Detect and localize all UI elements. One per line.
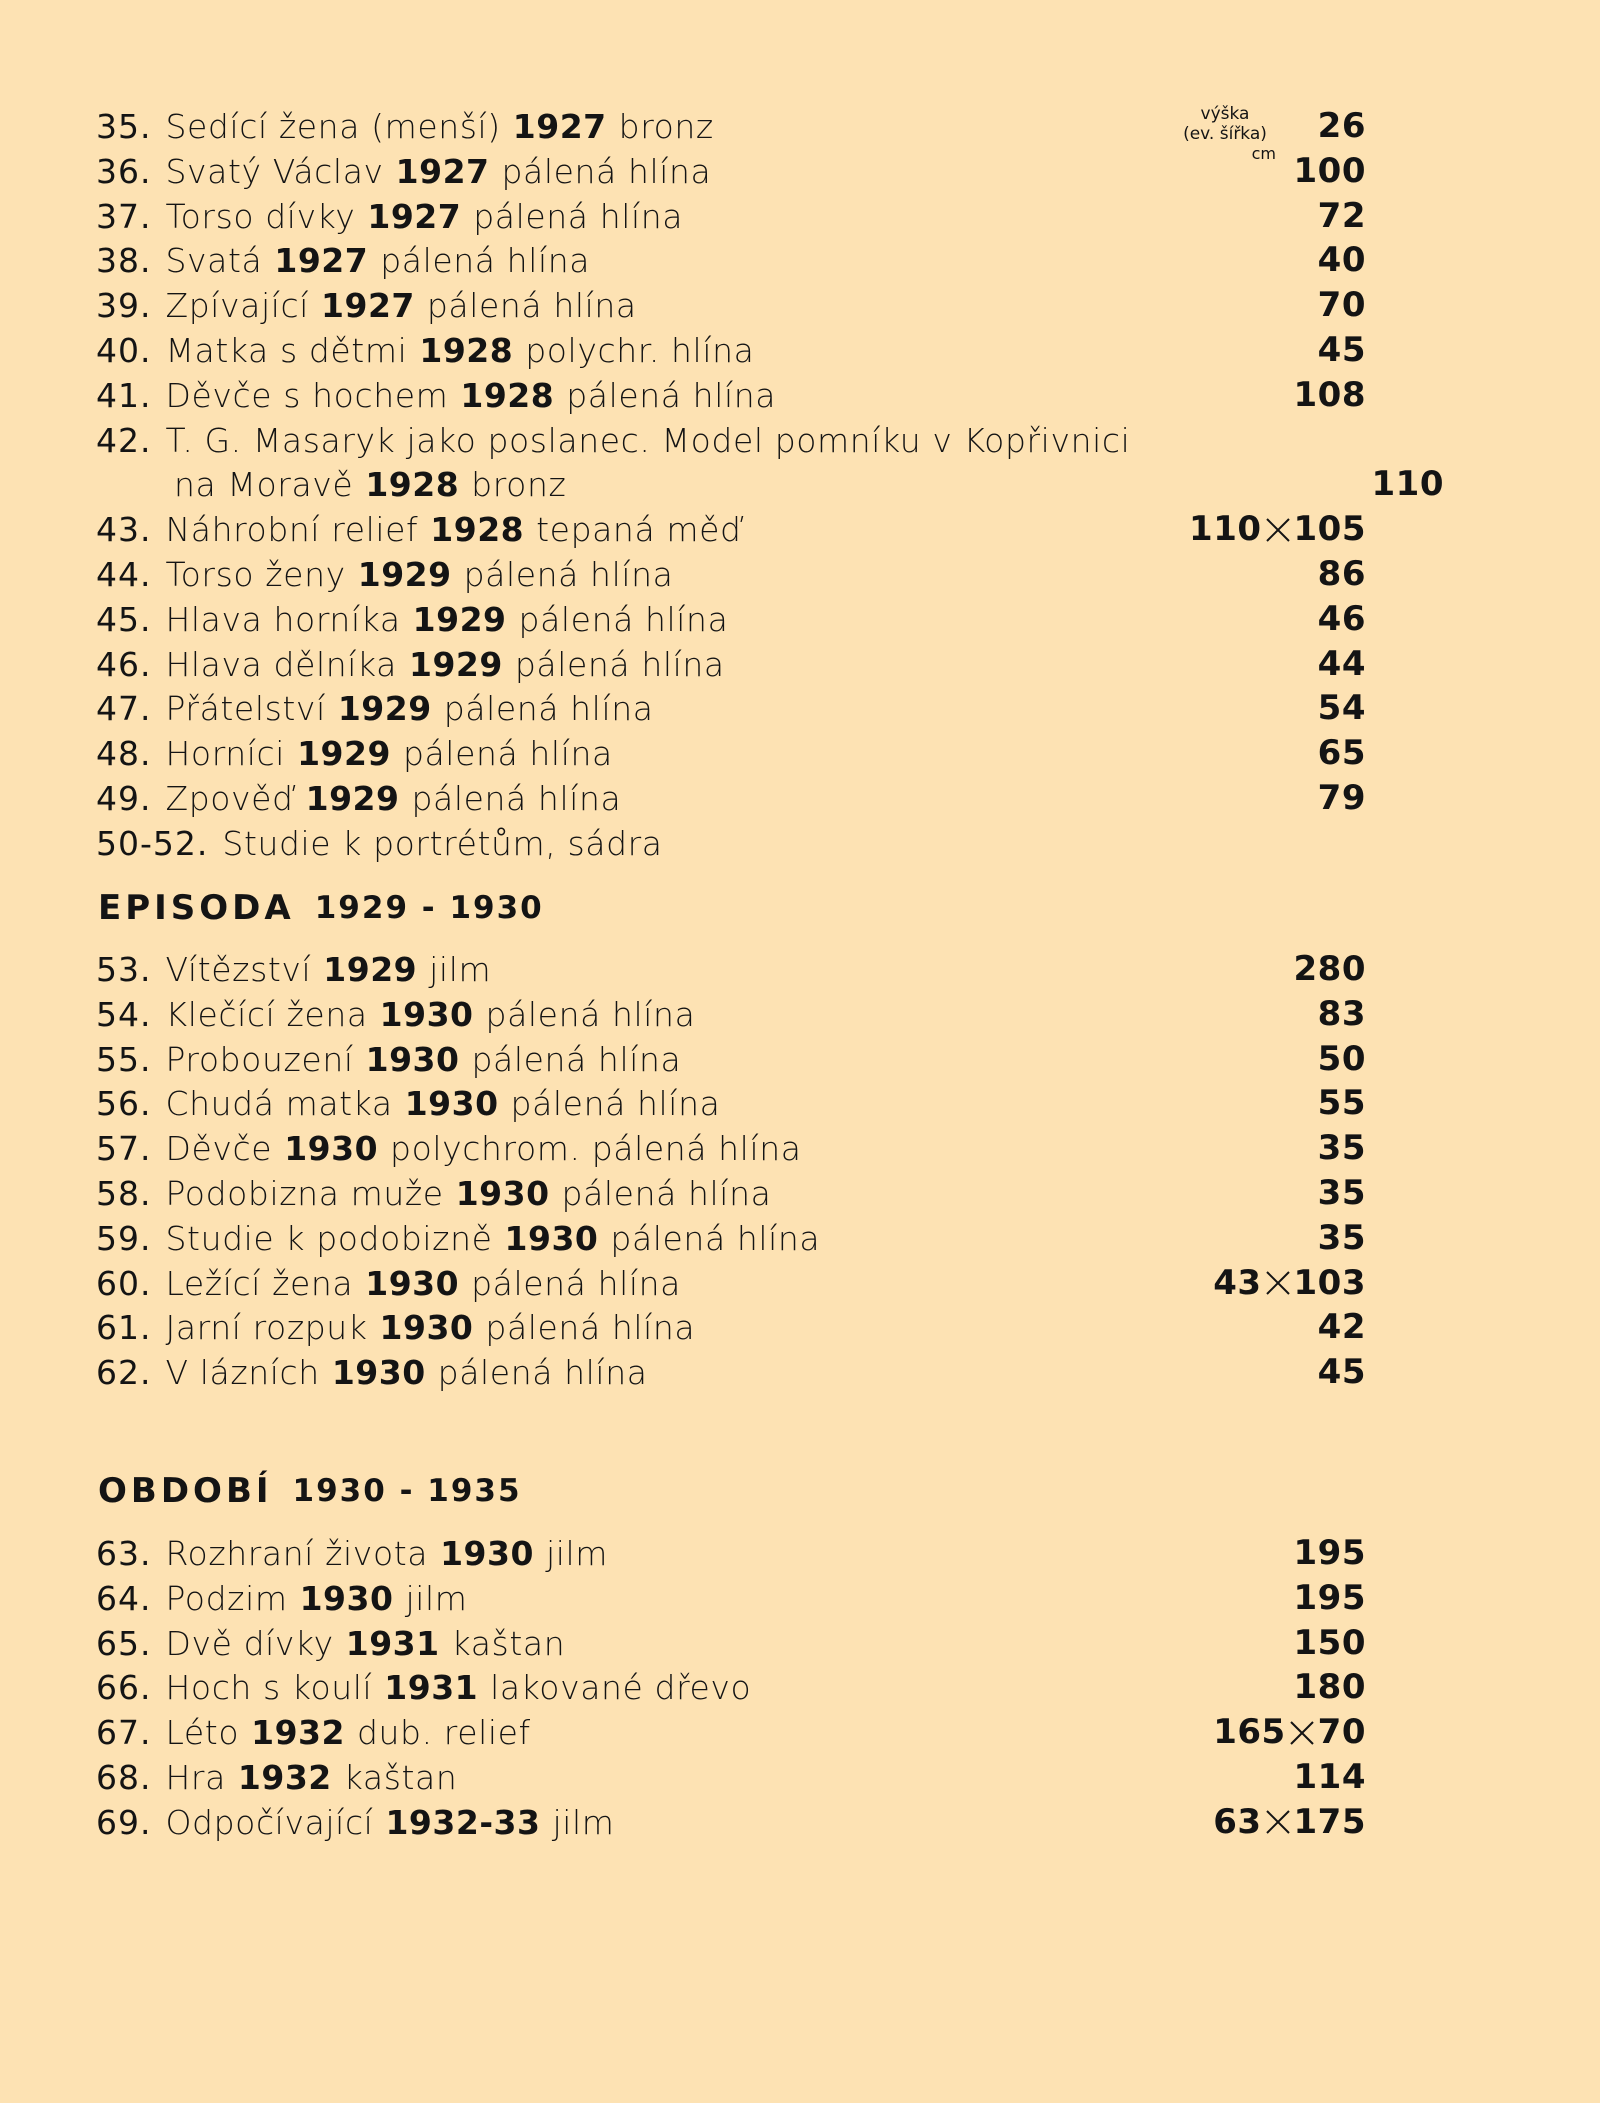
entry-title: T. G. Masaryk jako poslanec. Model pomníku v Kopřivnici [165,420,1131,460]
entry-number: 63. [96,1534,152,1573]
entry-year: 1930 [504,1218,599,1258]
entry-material: pálená hlína [411,779,622,818]
entry-year: 1930 [365,1263,460,1303]
entry-year: 1927 [274,241,369,281]
entry-material: jilm [552,1802,615,1842]
entry-dimensions [1318,328,1366,373]
dimension-value: 195 [1293,1577,1366,1618]
catalogue-entry [96,1350,1366,1395]
catalogue-entry [96,1261,1366,1306]
entry-material: pálená hlína [443,689,654,729]
entry-number: 55. [96,1039,152,1079]
dimension-value: 108 [1293,374,1366,415]
entry-year: 1930 [404,1084,499,1124]
section-name: OBDOBÍ [98,1471,273,1511]
dimension-value: 165 [1213,1712,1286,1753]
entry-dimensions [1294,373,1366,418]
entry-dimensions [1294,1755,1366,1800]
entry-dimensions [1294,1621,1366,1666]
dimension-value: 63 [1213,1801,1262,1842]
dimension-value: 44 [1317,643,1366,684]
entry-title: Rozhraní života [165,1534,429,1573]
entry-dimensions [1318,194,1366,239]
entry-year: 1929 [297,734,391,774]
entry-number: 41. [96,375,152,415]
catalogue-entry [96,1216,1366,1261]
dimension-value: 100 [1293,150,1366,191]
catalogue-entry [96,597,1366,642]
catalogue-entry [96,238,1366,283]
entry-material: tepaná měď [536,510,742,550]
entry-year: 1930 [379,994,474,1034]
catalogue-entry [96,194,1366,239]
catalogue-entry [96,418,1366,463]
entry-number: 36. [96,151,152,191]
entry-title: Podobizna muže [165,1174,444,1213]
entry-number: 53. [96,950,152,989]
entry-number: 57. [96,1129,152,1169]
entry-title: Hoch s koulí [165,1668,373,1708]
entry-dimensions [1213,1800,1366,1845]
entry-number: 64. [96,1578,152,1618]
entry-material: pálená hlína [610,1218,821,1258]
entry-material: pálená hlína [437,1353,648,1393]
entry-title: Sedící žena (menší) [165,107,501,146]
entry-material: bronz [618,107,714,146]
entry-title: Svatý Václav [165,151,384,191]
entry-year: 1927 [512,107,607,146]
entry-number: 66. [96,1668,152,1708]
entry-material: pálená hlína [471,1039,682,1079]
entry-year: 1930 [365,1039,460,1079]
dimension-value: 103 [1293,1262,1366,1303]
entry-title: Probouzení [165,1039,354,1079]
entry-title: Děvče s hochem [165,375,449,415]
entry-number: 35. [96,107,152,146]
entry-number: 65. [96,1623,152,1663]
entry-dimensions [1318,1037,1366,1082]
entry-title: Léto [165,1713,240,1753]
entry-dimensions [1318,1350,1366,1395]
entry-year: 1932 [251,1713,345,1753]
entry-dimensions [1318,1305,1366,1350]
dimension-value: 180 [1293,1667,1366,1708]
entry-material: pálená hlína [561,1174,772,1213]
entry-title: Torso ženy [165,555,346,594]
unit-cm-label: cm [1251,144,1276,163]
catalogue-entry [96,283,1366,328]
entry-year: 1930 [379,1308,474,1348]
entry-title: Studie k podobizně [165,1218,493,1258]
entry-year: 1929 [409,644,503,684]
dimension-value: 79 [1317,778,1366,818]
entry-title: Studie k portrétům, sádra [222,823,663,863]
catalogue-entry [96,462,1444,507]
entry-title: Hlava horníka [165,599,401,639]
entry-dimensions [1294,1665,1366,1710]
entry-dimensions [1294,947,1366,992]
entry-title: Ležící žena [165,1263,354,1303]
entry-dimensions [1213,1261,1366,1306]
catalogue-entry [96,1665,1366,1710]
dimension-value: 150 [1293,1622,1366,1663]
catalogue-entry [96,947,1366,992]
dimension-value: 35 [1317,1128,1366,1169]
entry-number: 39. [96,286,152,326]
dimension-value: 55 [1317,1083,1366,1124]
dimension-value: 70 [1317,1712,1366,1753]
catalogue-entry [96,1081,1366,1126]
entry-title: Chudá matka [165,1084,393,1124]
dimension-value: 26 [1317,106,1366,146]
entry-dimensions [1318,1081,1366,1126]
entry-material: pálená hlína [485,994,696,1034]
entry-title: Zpověď [165,779,294,818]
entry-number: 37. [96,196,152,236]
entry-material: pálená hlína [485,1308,696,1348]
entry-number: 58. [96,1174,152,1213]
dimension-value: 46 [1317,598,1366,639]
entry-year: 1929 [412,599,507,639]
entry-number: 67. [96,1713,152,1753]
entry-number: 68. [96,1758,152,1797]
entry-year: 1932-33 [385,1802,541,1842]
catalogue-entry [96,328,1366,373]
entry-year: 1930 [284,1129,379,1169]
entry-number: 43. [96,510,152,550]
catalogue-entry [96,507,1366,552]
entry-year: 1927 [367,196,462,236]
dimension-value: 54 [1317,688,1366,729]
entry-material: pálená hlína [501,151,712,191]
entry-title: na Moravě [174,465,354,505]
entry-material: pálená hlína [518,599,729,639]
entry-number: 42. [96,420,152,460]
entry-year: 1931 [345,1623,440,1663]
dimension-value: 72 [1317,195,1366,236]
entry-material: kaštan [451,1623,566,1663]
catalogue-entry [96,373,1366,418]
dimension-value: 70 [1317,285,1366,326]
entry-material: polychrom. pálená hlína [390,1129,802,1169]
entry-title: Jarní rozpuk [165,1308,368,1348]
dimension-value: 114 [1293,1757,1366,1797]
entry-number: 38. [96,241,152,281]
entry-material: pálená hlína [473,196,684,236]
entry-number: 45. [96,599,152,639]
entry-year: 1932 [237,1758,332,1797]
catalogue-entry [96,1800,1366,1845]
entry-year: 1930 [455,1174,550,1213]
times-icon [1288,1719,1316,1747]
section-years: 1929 - 1930 [314,890,544,926]
entry-material: pálená hlína [402,734,613,774]
dimension-value: 110 [1371,464,1444,505]
entry-year: 1929 [337,689,432,729]
entry-number: 62. [96,1353,152,1393]
dimension-value: 175 [1293,1801,1366,1842]
dimension-value: 43 [1213,1262,1262,1303]
entry-title: Hra [165,1758,226,1797]
catalogue-entry [96,731,1366,776]
entry-material: pálená hlína [463,555,674,594]
catalogue-entry [96,1755,1366,1800]
entry-dimensions [1318,1171,1366,1216]
entry-number: 59. [96,1218,152,1258]
entry-year: 1928 [365,465,460,505]
entry-number: 60. [96,1263,152,1303]
entry-year: 1928 [430,510,525,550]
dimension-value: 105 [1293,509,1366,550]
entry-dimensions [1294,1576,1366,1621]
unit-width-label: (ev. šířka) [1183,124,1267,144]
entry-material: pálená hlína [426,286,637,326]
dimension-value: 45 [1317,330,1366,370]
section-name: EPISODA [98,888,295,928]
entry-number: 40. [96,331,152,370]
entry-year: 1928 [460,375,555,415]
entry-title: Klečící žena [165,994,368,1034]
entry-title: Přátelství [165,689,326,729]
entry-title: Náhrobní relief [165,510,419,550]
entry-material: bronz [471,465,567,505]
entry-title: Horníci [165,734,286,774]
entry-title: Hlava dělníka [165,644,397,684]
entry-material: kaštan [343,1758,458,1797]
entry-dimensions [1318,1216,1366,1261]
entry-title: Torso dívky [165,196,356,236]
dimension-value: 65 [1317,733,1366,774]
times-icon [1264,1269,1292,1297]
entry-title: Matka s dětmi [165,331,408,370]
entry-dimensions [1318,552,1366,597]
dimension-value: 280 [1293,949,1366,989]
unit-height-label: výška [1200,104,1250,124]
catalogue-entry [96,1621,1366,1666]
entry-number: 69. [96,1802,152,1842]
entry-year: 1931 [384,1668,479,1708]
entry-year: 1929 [305,779,400,818]
entry-title: Dvě dívky [165,1623,334,1663]
entry-dimensions [1318,238,1366,283]
entry-dimensions [1318,686,1366,731]
entry-title: Podzim [165,1578,288,1618]
catalogue-entry [96,1305,1366,1350]
entry-number: 56. [96,1084,152,1124]
entry-number: 49. [96,779,152,818]
dimension-value: 42 [1317,1307,1366,1348]
entry-material: pálená hlína [471,1263,681,1303]
entry-number: 44. [96,555,152,594]
entry-year: 1930 [440,1534,534,1573]
section-years: 1930 - 1935 [292,1473,522,1509]
entry-material: jilm [429,950,492,989]
catalogue-entry [96,1171,1366,1216]
entry-dimensions [1372,462,1444,507]
entry-dimensions [1318,1126,1366,1171]
dimension-value: 83 [1317,993,1366,1034]
entry-dimensions [1318,597,1366,642]
entry-title: Vítězství [165,950,312,989]
dimension-value: 45 [1317,1352,1366,1393]
entry-number: 54. [96,994,152,1034]
entry-number: 50-52. [96,823,209,863]
entry-title: Zpívající [165,286,310,326]
entry-material: pálená hlína [566,375,777,415]
catalogue-entry [96,992,1366,1037]
entry-dimensions [1318,642,1366,687]
entry-number: 47. [96,689,152,729]
entry-number: 48. [96,734,152,774]
catalogue-entry [96,1037,1366,1082]
dimension-value: 50 [1317,1038,1366,1079]
entry-material: pálená hlína [510,1084,721,1124]
entry-material: pálená hlína [380,241,591,281]
dimension-value: 86 [1317,554,1366,594]
entry-number: 46. [96,644,152,684]
catalogue-entry [96,776,1366,821]
entry-year: 1928 [419,331,514,370]
entry-dimensions [1318,992,1366,1037]
catalogue-entry [96,686,1366,731]
entry-material: jilm [405,1578,468,1618]
times-icon [1264,516,1292,544]
dimension-value: 110 [1189,509,1262,550]
dimension-value: 40 [1317,240,1366,281]
entry-dimensions [1294,1531,1366,1576]
entry-dimensions [1213,1710,1366,1755]
section-heading [98,883,544,933]
entry-title: Odpočívající [165,1802,374,1842]
entry-title: Svatá [165,241,263,281]
times-icon [1264,1808,1292,1836]
dimension-value: 35 [1317,1217,1366,1258]
catalogue-entry [96,552,1366,597]
entry-title: Děvče [165,1129,273,1169]
entry-year: 1930 [331,1353,426,1393]
entry-material: lakované dřevo [490,1668,752,1708]
catalogue-entry [96,1531,1366,1576]
catalogue-entry [96,821,1366,866]
entry-dimensions [1318,104,1366,149]
entry-material: jilm [545,1534,609,1573]
catalogue-entry [96,149,1366,194]
entry-material: dub. relief [356,1713,531,1753]
entry-dimensions [1294,149,1366,194]
catalogue-entry [96,1710,1366,1755]
entry-dimensions [1189,507,1366,552]
entry-year: 1929 [357,555,452,594]
dimension-value: 35 [1317,1173,1366,1213]
entry-dimensions [1318,776,1366,821]
entry-year: 1929 [323,950,418,989]
catalogue-entry [96,1576,1366,1621]
dimension-value: 195 [1293,1533,1366,1573]
catalogue-entry [96,104,1366,149]
catalogue-entry [96,642,1366,687]
entry-number: 61. [96,1308,152,1348]
entry-year: 1927 [395,151,490,191]
entry-dimensions [1318,731,1366,776]
entry-year: 1930 [299,1578,394,1618]
entry-year: 1927 [321,286,415,326]
entry-material: pálená hlína [514,644,725,684]
entry-dimensions [1318,283,1366,328]
entry-title: V lázních [165,1353,320,1393]
entry-material: polychr. hlína [525,331,755,370]
catalogue-entry [96,1126,1366,1171]
section-heading [98,1466,522,1516]
